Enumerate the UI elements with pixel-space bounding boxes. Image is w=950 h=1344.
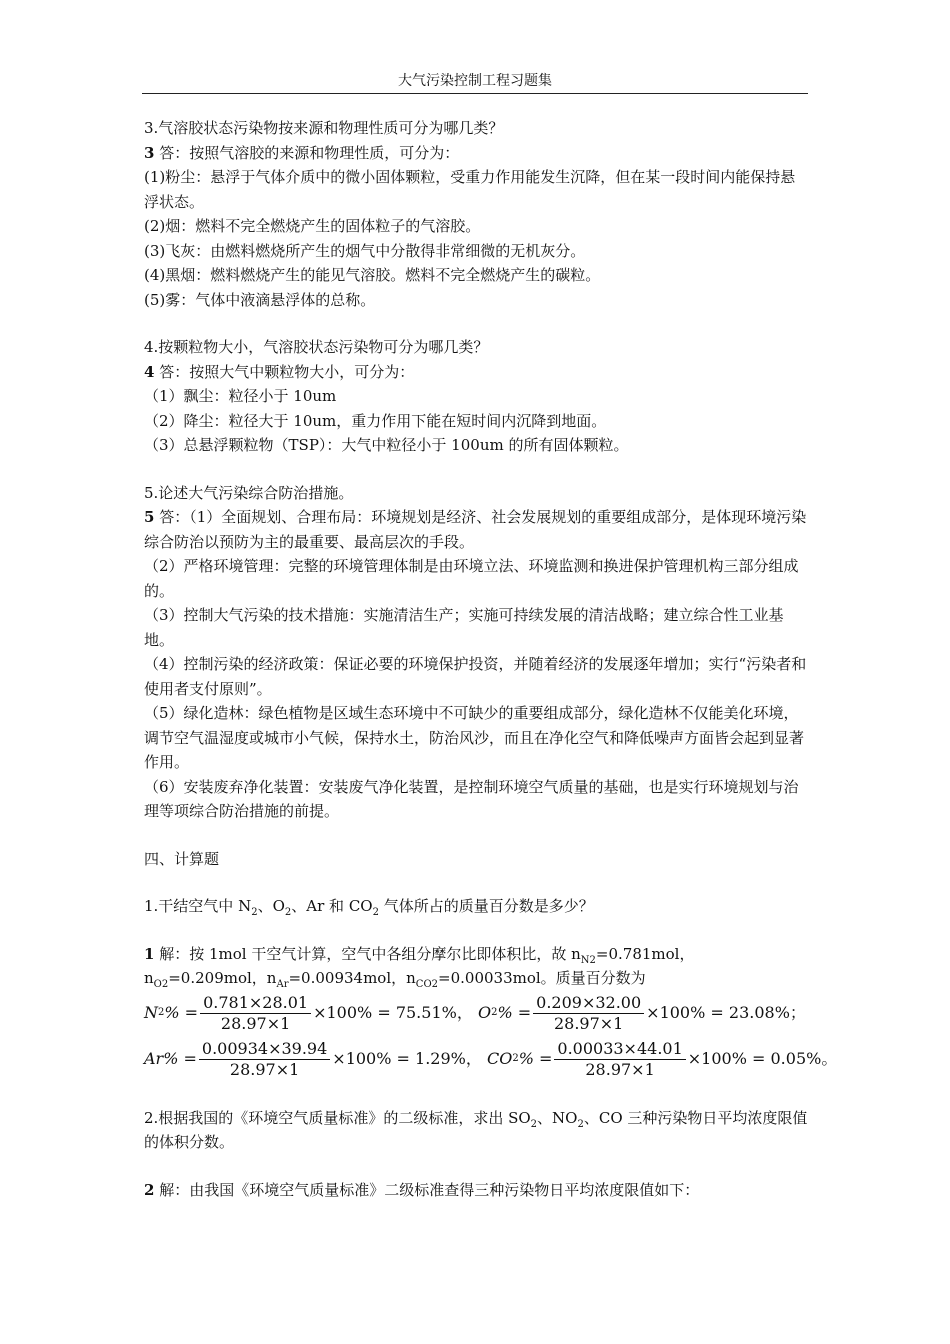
- eq-ar-fraction: $\frac{0.00934\times 39.94}{28.97\times 1}$: [199, 1039, 330, 1080]
- eq-co2-label: CO: [486, 1049, 513, 1069]
- eq-o2-label: O: [477, 1003, 492, 1023]
- equation-row-1: N 2 % = $\frac{0.781\times 28.01}{28.97\times 1}$ ×100% = 75.51% ， O 2 % = $\frac{0.209\times 32.00}{28.97\times 1}$ ×100% = 23.08% ；: [144, 993, 806, 1033]
- answer-4-item-3: （3）总悬浮颗粒物（TSP）：大气中粒径小于 100um 的所有固体颗粒。: [144, 436, 629, 454]
- answer-3-intro: 3 答：按照气溶胶的来源和物理性质，可分为：: [144, 143, 460, 162]
- answer-number: 2: [144, 1180, 155, 1199]
- answer-4-intro: 4 答：按照大气中颗粒物大小，可分为：: [144, 362, 415, 381]
- answer-3-item-3: (3)飞灰：由燃料燃烧所产生的烟气中分散得非常细微的无机灰分。: [144, 241, 586, 260]
- answer-5-item-5: （5）绿化造林：绿色植物是区域生态环境中不可缺少的重要组成部分，绿化造林不仅能美化环境，调节空气温湿度或城市小气候，保持水土，防治风沙，而且在净化空气和降低噪声方面皆会起到显著作用。: [144, 704, 805, 771]
- calc-question-1: 1.干结空气中 $N_2$、$O_2$、Ar 和 $CO_2$ 气体所占的质量百分数是多少？: [144, 897, 594, 918]
- answer-number: 5: [144, 508, 155, 526]
- section-heading: 四、计算题: [144, 849, 220, 868]
- document-body: [144, 116, 838, 1202]
- answer-4-item-1: （1）飘尘：粒径小于 10um: [144, 387, 337, 405]
- answer-5-item-1: 5 答：（1）全面规划、合理布局：环境规划是经济、社会发展规划的重要组成部分，是体现环境污染综合防治以预防为主的最重要、最高层次的手段。: [144, 508, 807, 551]
- answer-5-item-6: （6）安装废弃净化装置：安装废气净化装置，是控制环境空气质量的基础，也是实行环境规划与治理等项综合防治措施的前提。: [144, 777, 799, 820]
- eq-o2-fraction: $\frac{0.209\times 32.00}{28.97\times 1}$: [533, 993, 644, 1034]
- answer-number: 1: [144, 944, 155, 963]
- calc-answer-1: 1 解：按 1mol 干空气计算，空气中各组分摩尔比即体积比，故 $n_{N2}=0.781mol$，$n_{O2}=0.209mol$，$n_{Ar}=0.00934mol$，$n_{CO2}=0.00033mol$。质量百分数为: [144, 944, 695, 990]
- calc-question-2: 2.根据我国的《环境空气质量标准》的二级标准，求出 $SO_2$、$NO_2$、CO 三种污染物日平均浓度限值的体积分数。: [144, 1108, 808, 1151]
- question-5: 5.论述大气污染综合防治措施。: [144, 483, 354, 502]
- eq-n2-label: N: [144, 1003, 158, 1023]
- eq-ar-label: Ar%: [144, 1049, 179, 1069]
- question-3: 3.气溶胶状态污染物按来源和物理性质可分为哪几类？: [144, 119, 504, 137]
- eq-co2-fraction: $\frac{0.00033\times 44.01}{28.97\times 1}$: [554, 1039, 685, 1080]
- answer-number: 4: [144, 362, 155, 381]
- answer-4-item-2: （2）降尘：粒径大于 10um，重力作用下能在短时间内沉降到地面。: [144, 411, 607, 430]
- answer-3-item-1: (1)粉尘：悬浮于气体介质中的微小固体颗粒，受重力作用能发生沉降，但在某一段时间内能保持悬浮状态。: [144, 168, 796, 211]
- eq-o2-result: ×100% = 23.08%: [646, 1003, 790, 1023]
- answer-3-item-5: (5)雾：气体中液滴悬浮体的总称。: [144, 290, 376, 309]
- answer-5-item-2: （2）严格环境管理：完整的环境管理体制是由环境立法、环境监测和换进保护管理机构三部分组成的。: [144, 557, 799, 600]
- eq-n2-result: ×100% = 75.51%: [313, 1003, 457, 1023]
- page-header: 大气污染控制工程习题集: [142, 70, 808, 94]
- question-4: 4.按颗粒物大小，气溶胶状态污染物可分为哪几类？: [144, 338, 489, 356]
- answer-5-item-3: （3）控制大气污染的技术措施：实施清洁生产；实施可持续发展的清洁战略；建立综合性工业基地。: [144, 606, 784, 649]
- answer-number: 3: [144, 143, 155, 162]
- answer-5-item-4: （4）控制污染的经济政策：保证必要的环境保护投资，并随着经济的发展逐年增加；实行“污染者和使用者支付原则”。: [144, 655, 807, 698]
- eq-co2-result: ×100% = 0.05%: [687, 1049, 822, 1069]
- eq-ar-result: ×100% = 1.29%: [332, 1049, 466, 1069]
- answer-3-item-4: (4)黑烟：燃料燃烧产生的能见气溶胶。燃料不完全燃烧产生的碳粒。: [144, 266, 601, 284]
- equation-row-2: Ar% = $\frac{0.00934\times 39.94}{28.97\times 1}$ ×100% = 1.29% ， CO 2 % = $\frac{0.00033\times 44.01}{28.97\times 1}$ ×100% = 0.05% 。: [144, 1039, 838, 1079]
- answer-3-item-2: (2)烟：燃料不完全燃烧产生的固体粒子的气溶胶。: [144, 217, 481, 235]
- calc-answer-2: 2 解：由我国《环境空气质量标准》二级标准查得三种污染物日平均浓度限值如下：: [144, 1180, 700, 1199]
- eq-n2-fraction: $\frac{0.781\times 28.01}{28.97\times 1}$: [200, 993, 311, 1034]
